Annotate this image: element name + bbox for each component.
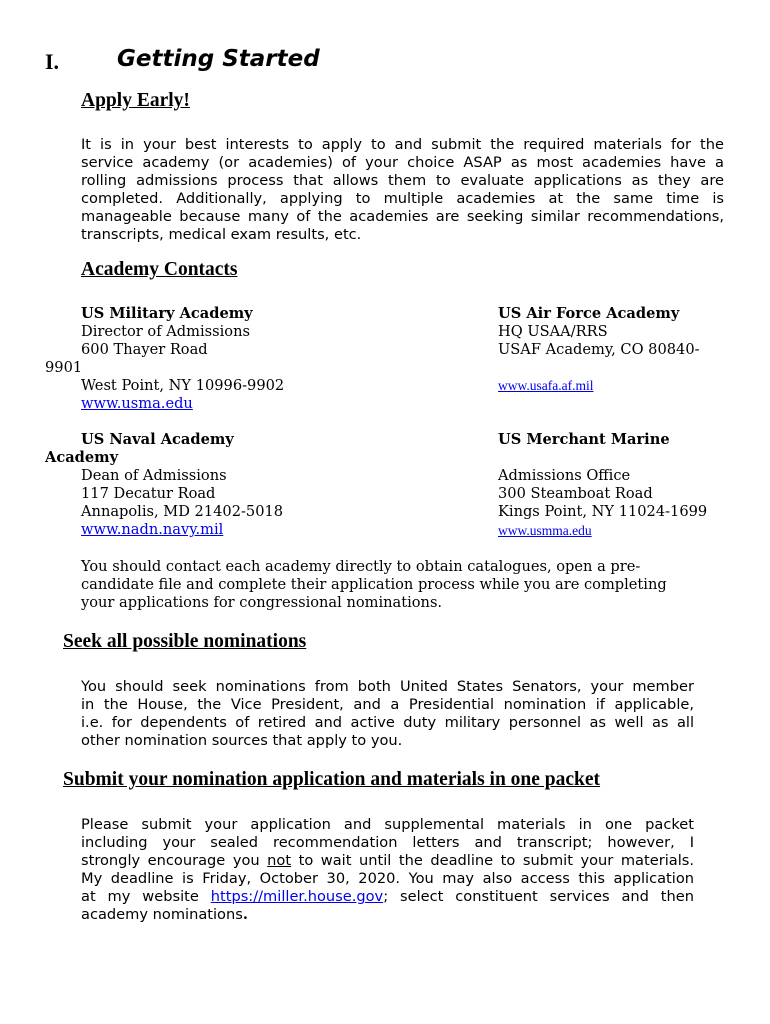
academy-contacts-heading: Academy Contacts bbox=[81, 259, 238, 280]
apply-early-paragraph bbox=[81, 136, 724, 244]
usafa-link[interactable]: www.usafa.af.mil bbox=[498, 378, 594, 393]
usma-line1: Director of Admissions bbox=[81, 323, 250, 340]
nominations-line: i.e. for dependents of retired and active duty military personnel as well as all bbox=[81, 714, 694, 731]
nominations-line: You should seek nominations from both United States Senators, your member bbox=[81, 678, 694, 695]
website-link[interactable]: https://miller.house.gov bbox=[210, 888, 384, 905]
packet-not-emphasis: not bbox=[267, 852, 292, 869]
usafa-line1: HQ USAA/RRS bbox=[498, 323, 608, 340]
apply-early-line: manageable because many of the academies are seeking similar recommendations, bbox=[81, 208, 724, 225]
packet-line: including your sealed recommendation letters and transcript; however, I bbox=[81, 834, 694, 851]
packet-line3-pre: strongly encourage you bbox=[81, 852, 268, 869]
packet-line bbox=[81, 888, 694, 906]
packet-line5-pre: at my website bbox=[81, 888, 211, 905]
usmma-line2: 300 Steamboat Road bbox=[498, 485, 653, 502]
packet-paragraph bbox=[81, 816, 694, 924]
contact-note-line: your applications for congressional nominations. bbox=[81, 594, 443, 611]
packet-line6: academy nominations bbox=[81, 906, 243, 923]
packet-line3-post: to wait until the deadline to submit your materials. bbox=[291, 852, 694, 869]
packet-line: My deadline is Friday, October 30, 2020. You may also access this application bbox=[81, 870, 694, 887]
usna-line2: 117 Decatur Road bbox=[81, 485, 216, 502]
apply-early-line: completed. Additionally, applying to multiple academies at the same time is bbox=[81, 190, 724, 207]
packet-heading: Submit your nomination application and materials in one packet bbox=[63, 769, 601, 790]
usma-link[interactable]: www.usma.edu bbox=[81, 395, 193, 412]
usna-line3: Annapolis, MD 21402-5018 bbox=[81, 503, 284, 520]
contact-note-line: candidate file and complete their application process while you are completing bbox=[81, 576, 667, 593]
section-numeral: I. bbox=[45, 49, 60, 74]
nominations-heading: Seek all possible nominations bbox=[63, 631, 307, 652]
apply-early-line: service academy (or academies) of your choice ASAP as most academies have a bbox=[81, 154, 724, 171]
usma-name: US Military Academy bbox=[81, 305, 253, 322]
usna-name: US Naval Academy bbox=[81, 431, 234, 448]
section-title: Getting Started bbox=[117, 46, 320, 72]
address-wrap-fragment: 9901 bbox=[45, 359, 83, 376]
apply-early-line: rolling admissions process that allows them to evaluate applications as they are bbox=[81, 172, 724, 189]
nominations-line: in the House, the Vice President, and a Presidential nomination if applicable, bbox=[81, 696, 694, 713]
usmma-line1: Admissions Office bbox=[498, 467, 631, 484]
nominations-line: other nomination sources that apply to you. bbox=[81, 732, 403, 749]
usmma-line3: Kings Point, NY 11024-1699 bbox=[498, 503, 708, 520]
usmma-name-wrap: Academy bbox=[45, 449, 119, 466]
packet-line6-period: . bbox=[242, 906, 248, 923]
usma-line2: 600 Thayer Road bbox=[81, 341, 208, 358]
apply-early-line: It is in your best interests to apply to and submit the required materials for the bbox=[81, 136, 724, 153]
usmma-link[interactable]: www.usmma.edu bbox=[498, 523, 592, 538]
packet-line bbox=[81, 852, 694, 870]
contact-note-line: You should contact each academy directly to obtain catalogues, open a pre- bbox=[81, 558, 641, 575]
usafa-line2: USAF Academy, CO 80840- bbox=[498, 341, 700, 358]
apply-early-line: transcripts, medical exam results, etc. bbox=[81, 226, 362, 243]
usna-line1: Dean of Admissions bbox=[81, 467, 227, 484]
packet-line bbox=[81, 906, 694, 924]
packet-line: Please submit your application and supplemental materials in one packet bbox=[81, 816, 694, 833]
usma-line3: West Point, NY 10996-9902 bbox=[81, 377, 285, 394]
usna-link[interactable]: www.nadn.navy.mil bbox=[81, 521, 224, 538]
usafa-name: US Air Force Academy bbox=[498, 305, 680, 322]
packet-line5-post: ; select constituent services and then bbox=[383, 888, 694, 905]
apply-early-heading: Apply Early! bbox=[81, 90, 190, 111]
nominations-paragraph bbox=[81, 678, 694, 750]
usmma-name: US Merchant Marine bbox=[498, 431, 670, 448]
